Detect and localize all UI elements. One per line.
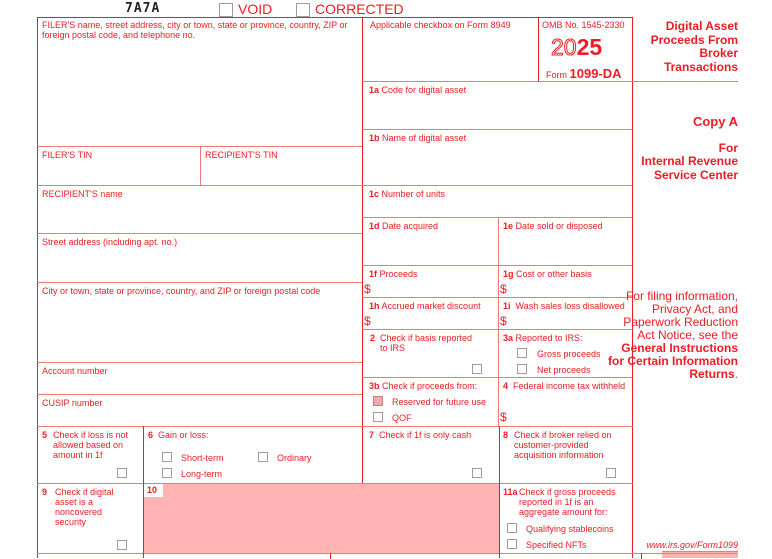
- filing-info-bold[interactable]: General Instructions for Certain Information Returns: [608, 341, 739, 381]
- box-5-text: Check if loss is not allowed based on amount in 1f: [53, 430, 129, 460]
- filer-info-label: FILER'S name, street address, city or town, state or province, country, ZIP or foreign postal code, and telephone no.: [42, 20, 348, 40]
- box-10-number: 10: [144, 484, 163, 497]
- box-1c-text: Number of units: [381, 189, 446, 199]
- box-3a-number: 3a: [503, 333, 514, 343]
- box-11a-label: [503, 487, 631, 517]
- box-2-text: Check if basis reported to IRS: [380, 333, 473, 353]
- recipient-tin-label: RECIPIENT'S TIN: [205, 150, 278, 160]
- box-11a-number: 11a: [503, 487, 518, 497]
- copy-for-line1: For: [718, 141, 738, 155]
- box-7-number: 7: [369, 430, 375, 440]
- street-address-field[interactable]: [38, 249, 361, 281]
- rule: [330, 553, 331, 559]
- rule: [362, 217, 632, 218]
- box-3a-net-proceeds-label: Net proceeds: [537, 365, 591, 375]
- box-5-checkbox[interactable]: [117, 468, 127, 478]
- box-1i-label: [503, 301, 625, 311]
- box-11a-text: Check if gross proceeds reported in 1f is an aggregate amount for:: [519, 487, 616, 517]
- box-11a-stablecoins-checkbox[interactable]: [507, 523, 517, 533]
- box-1e-label: [503, 221, 603, 231]
- rule: [362, 81, 650, 82]
- copy-label: Copy A: [692, 114, 738, 129]
- box-3b-label: [369, 381, 477, 391]
- rule: [632, 81, 738, 82]
- box-1i-text: Wash sales loss disallowed: [515, 301, 625, 311]
- box-3b-qof-label: QOF: [392, 413, 412, 423]
- box-3a-gross-proceeds-label: Gross proceeds: [537, 349, 601, 359]
- box-9-checkbox[interactable]: [117, 540, 127, 550]
- rule: [362, 129, 632, 130]
- box-1c-label: [369, 189, 445, 199]
- box-4-field[interactable]: [508, 395, 631, 425]
- box-1f-number: 1f: [369, 269, 378, 279]
- box-1g-currency: $: [500, 282, 507, 296]
- rule: [362, 185, 632, 186]
- box-1e-field[interactable]: [500, 233, 631, 264]
- box-4-text: Federal income tax withheld: [513, 381, 626, 391]
- cusip-number-field[interactable]: [38, 410, 361, 425]
- box-6-short-term-checkbox[interactable]: [162, 452, 172, 462]
- city-field[interactable]: [38, 298, 361, 361]
- filing-info-plain: For filing information, Privacy Act, and Paperwork Reduction Act Notice, see the: [623, 289, 738, 342]
- box-2-number: 2: [370, 333, 376, 343]
- box-7-checkbox[interactable]: [472, 468, 482, 478]
- omb-number: OMB No. 1545-2330: [542, 20, 625, 30]
- rule: [362, 329, 632, 330]
- street-address-label: Street address (including apt. no.): [42, 237, 178, 247]
- box-6-number: 6: [148, 430, 154, 440]
- filer-tin-field[interactable]: [38, 162, 199, 184]
- void-label: VOID: [238, 1, 273, 17]
- box-1d-text: Date acquired: [382, 221, 439, 231]
- rule: [37, 553, 737, 554]
- box-7-text: Check if 1f is only cash: [379, 430, 472, 440]
- form-right-border: [632, 17, 633, 558]
- box-1g-label: [503, 269, 592, 279]
- box-3a-gross-proceeds-checkbox[interactable]: [517, 348, 527, 358]
- box-7-label: [369, 430, 471, 440]
- applicable-checkbox-label: Applicable checkbox on Form 8949: [370, 20, 511, 30]
- box-8-label: [503, 430, 628, 460]
- rule: [37, 394, 362, 395]
- box-1c-field[interactable]: [363, 200, 631, 216]
- box-4-label: [503, 381, 625, 391]
- form-number: [546, 66, 622, 81]
- recipient-tin-field[interactable]: [201, 162, 361, 184]
- box-1h-currency: $: [364, 314, 371, 328]
- box-3a-net-proceeds-checkbox[interactable]: [517, 364, 527, 374]
- box-6-ordinary-checkbox[interactable]: [258, 452, 268, 462]
- box-4-number: 4: [503, 381, 509, 391]
- account-number-field[interactable]: [38, 378, 361, 393]
- box-3b-reserved-label: Reserved for future use: [392, 397, 487, 407]
- rule: [362, 297, 632, 298]
- box-6-text: Gain or loss:: [158, 430, 209, 440]
- box-1f-currency: $: [364, 282, 371, 296]
- box-3a-text: Reported to IRS:: [515, 333, 583, 343]
- box-11a-nfts-label: Specified NFTs: [526, 540, 587, 550]
- rule: [538, 17, 539, 81]
- rule: [37, 483, 633, 484]
- recipient-name-field[interactable]: [38, 201, 361, 232]
- box-1b-field[interactable]: [363, 145, 631, 184]
- box-9-number: 9: [42, 487, 48, 497]
- form-top-border: [37, 17, 633, 18]
- copy-for-line2: Internal Revenue Service Center: [641, 154, 738, 182]
- box-1a-field[interactable]: [363, 97, 631, 128]
- rule: [499, 426, 500, 558]
- box-9-text: Check if digital asset is a noncovered security: [55, 487, 114, 527]
- box-1d-label: [369, 221, 438, 231]
- tax-year-outline: 20: [551, 34, 577, 60]
- box-2-checkbox[interactable]: [472, 364, 482, 374]
- box-1f-text: Proceeds: [379, 269, 418, 279]
- form-title: Digital Asset Proceeds From Broker Transactions: [650, 19, 738, 74]
- box-3b-text: Check if proceeds from:: [382, 381, 478, 391]
- form-number-value: 1099-DA: [569, 66, 622, 81]
- box-3b-number: 3b: [369, 381, 380, 391]
- box-8-checkbox[interactable]: [606, 468, 616, 478]
- box-3a-label: [503, 333, 583, 343]
- box-6-ordinary-label: Ordinary: [277, 453, 312, 463]
- filer-tin-label: FILER'S TIN: [42, 150, 93, 160]
- irs-url-link[interactable]: www.irs.gov/Form1099: [646, 540, 738, 550]
- box-8-number: 8: [503, 430, 509, 440]
- box-1h-label: [369, 301, 481, 311]
- box-1i-number: 1i: [503, 301, 511, 311]
- rule: [37, 233, 362, 234]
- box-1h-text: Accrued market discount: [381, 301, 481, 311]
- box-6-long-term-label: Long-term: [181, 469, 223, 479]
- city-label: City or town, state or province, country, and ZIP or foreign postal code: [42, 286, 321, 296]
- corrected-label: CORRECTED: [315, 1, 404, 17]
- box-1h-number: 1h: [369, 301, 380, 311]
- box-1d-field[interactable]: [363, 233, 497, 264]
- recipient-name-label: RECIPIENT'S name: [42, 189, 123, 199]
- tax-year-bold: 25: [576, 34, 603, 60]
- box-11a-nfts-checkbox[interactable]: [507, 539, 517, 549]
- void-checkbox[interactable]: [219, 3, 233, 17]
- box-5-label: [42, 430, 138, 460]
- corrected-checkbox[interactable]: [296, 3, 310, 17]
- form-code: 7A7A: [125, 1, 161, 16]
- box-6-label: [148, 430, 209, 440]
- box-1h-field[interactable]: [372, 313, 497, 328]
- box-8-text: Check if broker relied on customer-provided acquisition information: [514, 430, 612, 460]
- rule: [498, 217, 499, 427]
- tax-year: [551, 34, 602, 60]
- box-1e-text: Date sold or disposed: [515, 221, 603, 231]
- box-1b-label: [369, 133, 466, 143]
- account-number-label: Account number: [42, 366, 108, 376]
- box-1i-currency: $: [500, 314, 507, 328]
- cusip-number-label: CUSIP number: [42, 398, 103, 408]
- form-prefix: Form: [546, 70, 567, 80]
- box-1f-field[interactable]: [372, 281, 497, 296]
- box-3b-reserved-checkbox: [373, 396, 383, 406]
- rule: [362, 265, 632, 266]
- rule: [662, 551, 738, 552]
- box-1a-label: [369, 85, 466, 95]
- filing-info-end: .: [734, 367, 738, 381]
- rule: [37, 426, 633, 427]
- box-1b-text: Name of digital asset: [382, 133, 467, 143]
- box-2-label: [370, 333, 490, 353]
- rule: [37, 362, 362, 363]
- box-1c-number: 1c: [369, 189, 380, 199]
- box-1d-number: 1d: [369, 221, 380, 231]
- box-1a-number: 1a: [369, 85, 380, 95]
- filing-info-note: [608, 290, 738, 381]
- box-3b-qof-checkbox[interactable]: [373, 412, 383, 422]
- box-11a-stablecoins-label: Qualifying stablecoins: [526, 524, 614, 534]
- box-1f-label: [369, 269, 418, 279]
- box-1g-number: 1g: [503, 269, 514, 279]
- filer-info-field[interactable]: [38, 42, 361, 145]
- rule: [641, 553, 642, 559]
- box-5-number: 5: [42, 430, 48, 440]
- box-1b-number: 1b: [369, 133, 380, 143]
- applicable-checkbox-field[interactable]: [363, 32, 537, 80]
- box-6-long-term-checkbox[interactable]: [162, 468, 172, 478]
- rule: [37, 282, 362, 283]
- rule: [362, 377, 632, 378]
- box-1e-number: 1e: [503, 221, 514, 231]
- box-10-shaded: [143, 483, 499, 553]
- box-6-short-term-label: Short-term: [181, 453, 224, 463]
- rule: [37, 185, 362, 186]
- box-1g-text: Cost or other basis: [516, 269, 592, 279]
- box-1a-text: Code for digital asset: [381, 85, 467, 95]
- box-9-label: [42, 487, 138, 527]
- box-4-currency: $: [500, 410, 507, 424]
